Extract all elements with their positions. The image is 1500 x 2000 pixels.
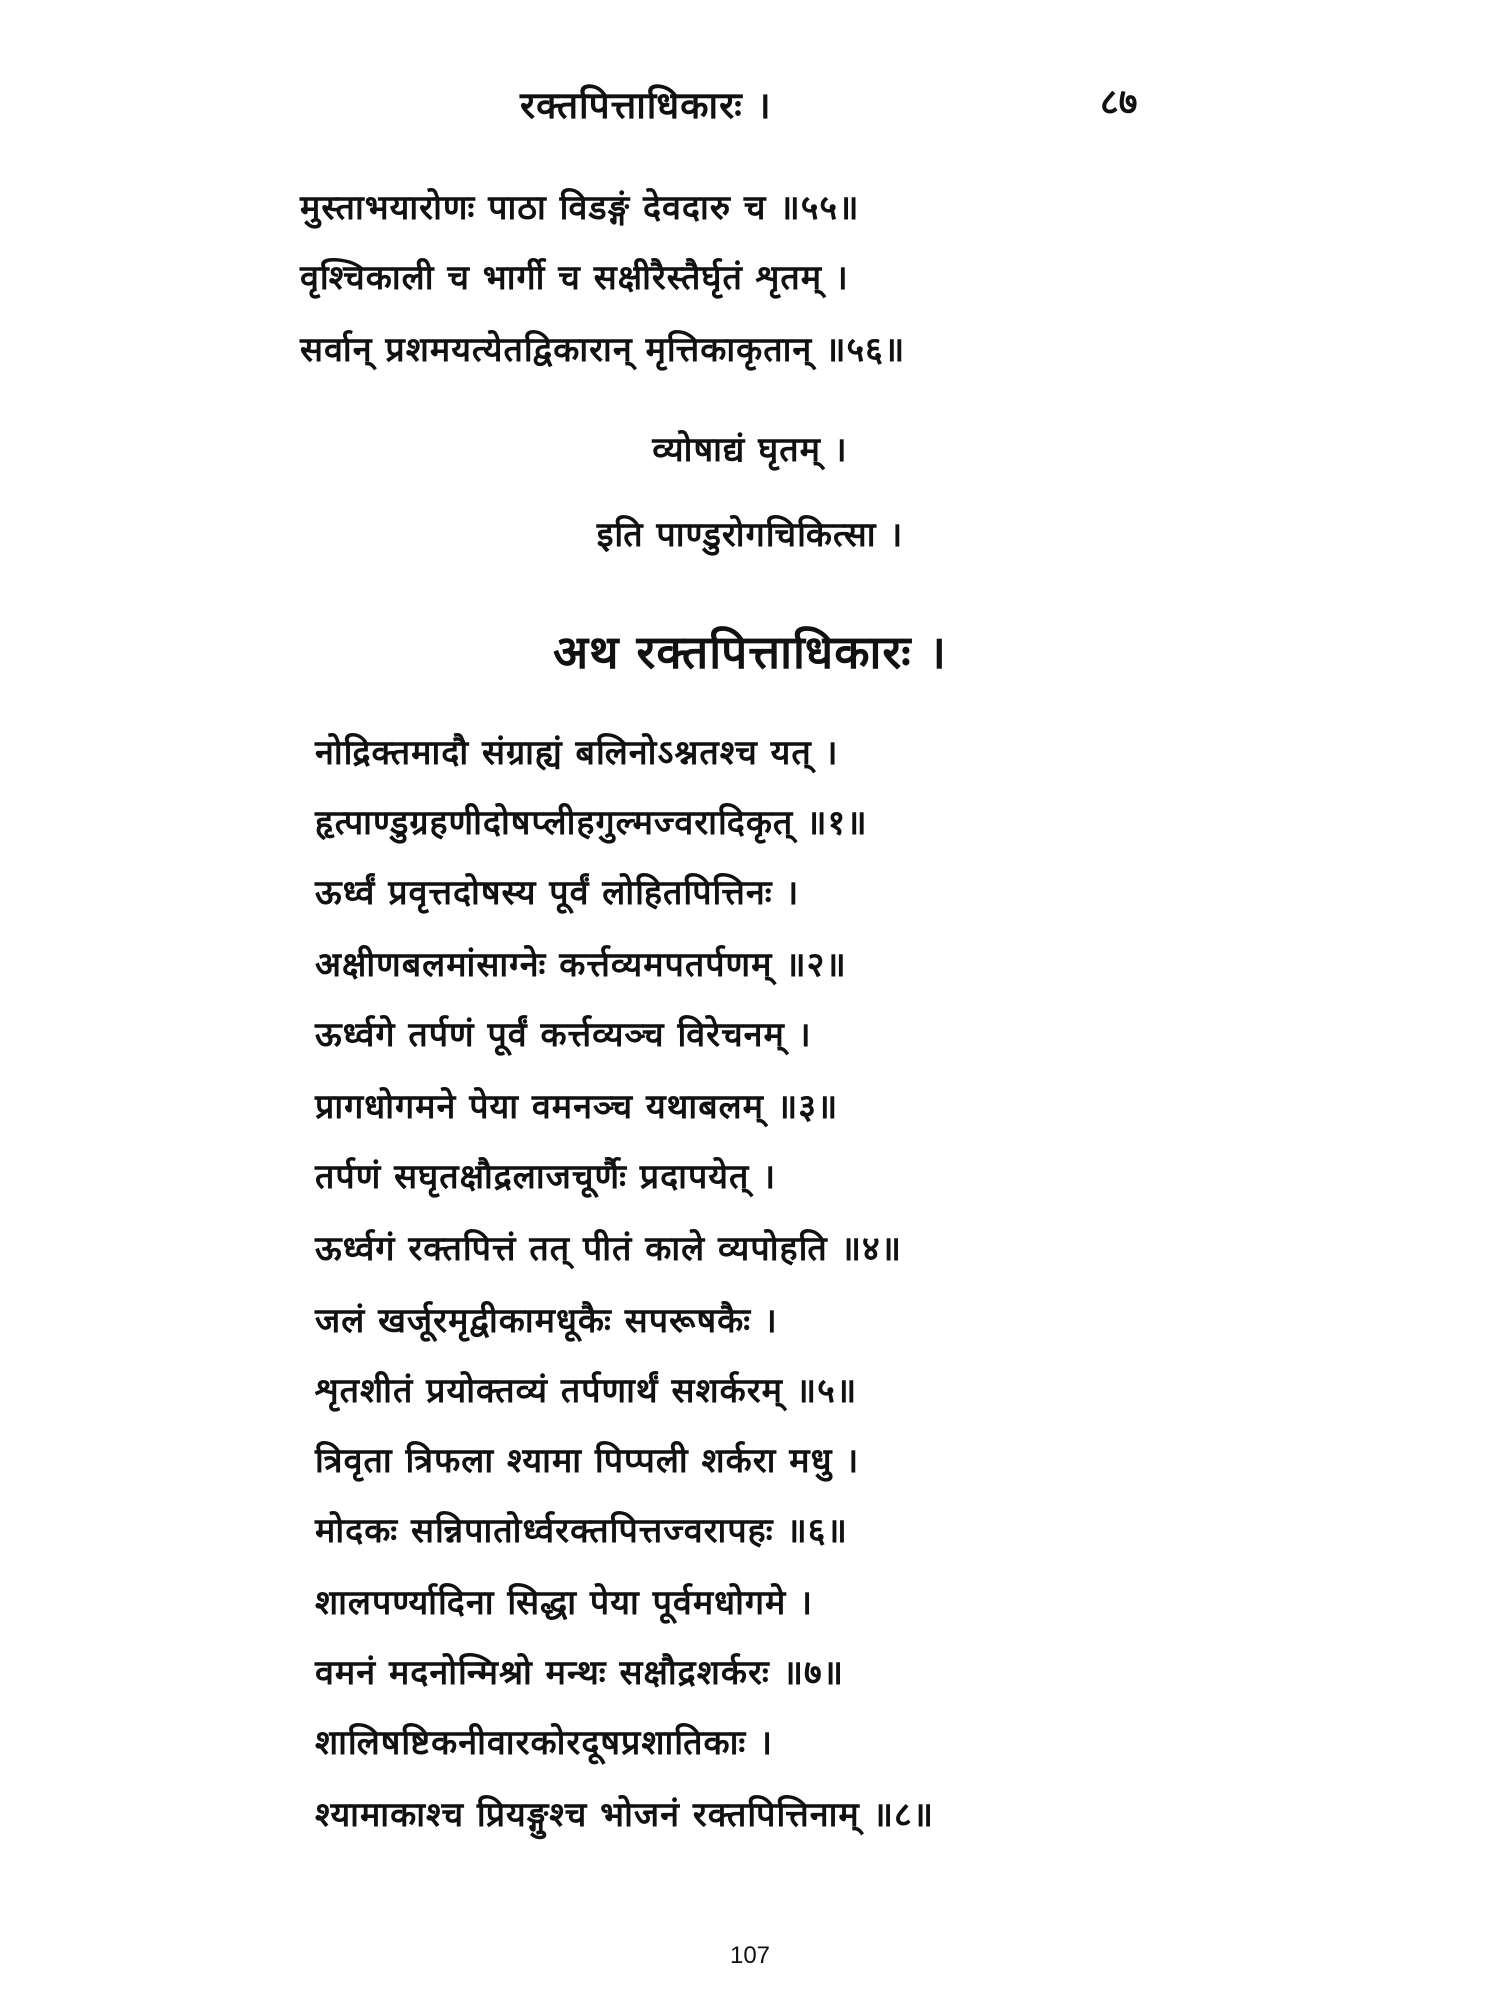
verse-line: ऊर्ध्वगे तर्पणं पूर्वं कर्त्तव्यञ्च विरेचनम् ।	[315, 1015, 812, 1055]
verse-line: वृश्चिकाली च भार्गी च सक्षीरैस्तैर्घृतं शृतम् ।	[300, 258, 849, 298]
running-title: रक्तपित्ताधिकारः ।	[520, 83, 772, 127]
verse-line: जलं खर्जूरमृद्वीकामधूकैः सपरूषकैः ।	[315, 1301, 778, 1341]
colophon-line: इति पाण्डुरोगचिकित्सा ।	[596, 515, 904, 555]
verse-line: अक्षीणबलमांसाग्नेः कर्त्तव्यमपतर्पणम् ॥२॥	[315, 945, 847, 985]
verse-line: तर्पणं सघृतक्षौद्रलाजचूर्णैः प्रदापयेत् ।	[315, 1157, 777, 1197]
verse-line: शालिषष्टिकनीवारकोरदूषप्रशातिकाः ।	[315, 1723, 773, 1763]
verse-line: शृतशीतं प्रयोक्तव्यं तर्पणार्थं सशर्करम् ॥५॥	[315, 1371, 858, 1411]
section-heading: अथ रक्तपित्ताधिकारः ।	[553, 625, 947, 679]
verse-line: सर्वान् प्रशमयत्येतद्विकारान् मृत्तिकाकृतान् ॥५६॥	[300, 330, 906, 370]
verse-line: प्रागधोगमने पेया वमनञ्च यथाबलम् ॥३॥	[315, 1087, 839, 1127]
verse-line: नोद्रिक्तमादौ संग्राह्यं बलिनोऽश्नतश्च यत् ।	[315, 733, 839, 773]
verse-line: वमनं मदनोन्मिश्रो मन्थः सक्षौद्रशर्करः ॥७॥	[315, 1653, 844, 1693]
page-number: 107	[729, 1942, 771, 1969]
verse-line: ऊर्ध्वगं रक्तपित्तं तत् पीतं काले व्यपोहति ॥४॥	[315, 1229, 903, 1269]
verse-line: मोदकः सन्निपातोर्ध्वरक्तपित्तज्वरापहः ॥६॥	[315, 1511, 848, 1551]
verse-line: हृत्पाण्डुग्रहणीदोषप्लीहगुल्मज्वरादिकृत् ॥१॥	[315, 803, 868, 843]
verse-line: मुस्ताभयारोणः पाठा विडङ्गं देवदारु च ॥५५॥	[300, 188, 860, 228]
verse-line: शालपर्ण्यादिना सिद्धा पेया पूर्वमधोगमे ।	[315, 1583, 814, 1623]
verse-line: श्यामाकाश्च प्रियङ्गुश्च भोजनं रक्तपित्तिनाम् ॥८॥	[315, 1795, 935, 1835]
verse-line: त्रिवृता त्रिफला श्यामा पिप्पली शर्करा मधु ।	[315, 1441, 860, 1481]
verse-line: ऊर्ध्वं प्रवृत्तदोषस्य पूर्वं लोहितपित्तिनः ।	[315, 873, 800, 913]
folio-number: ८७	[1100, 81, 1138, 123]
colophon-line: व्योषाद्यं घृतम् ।	[652, 430, 848, 470]
